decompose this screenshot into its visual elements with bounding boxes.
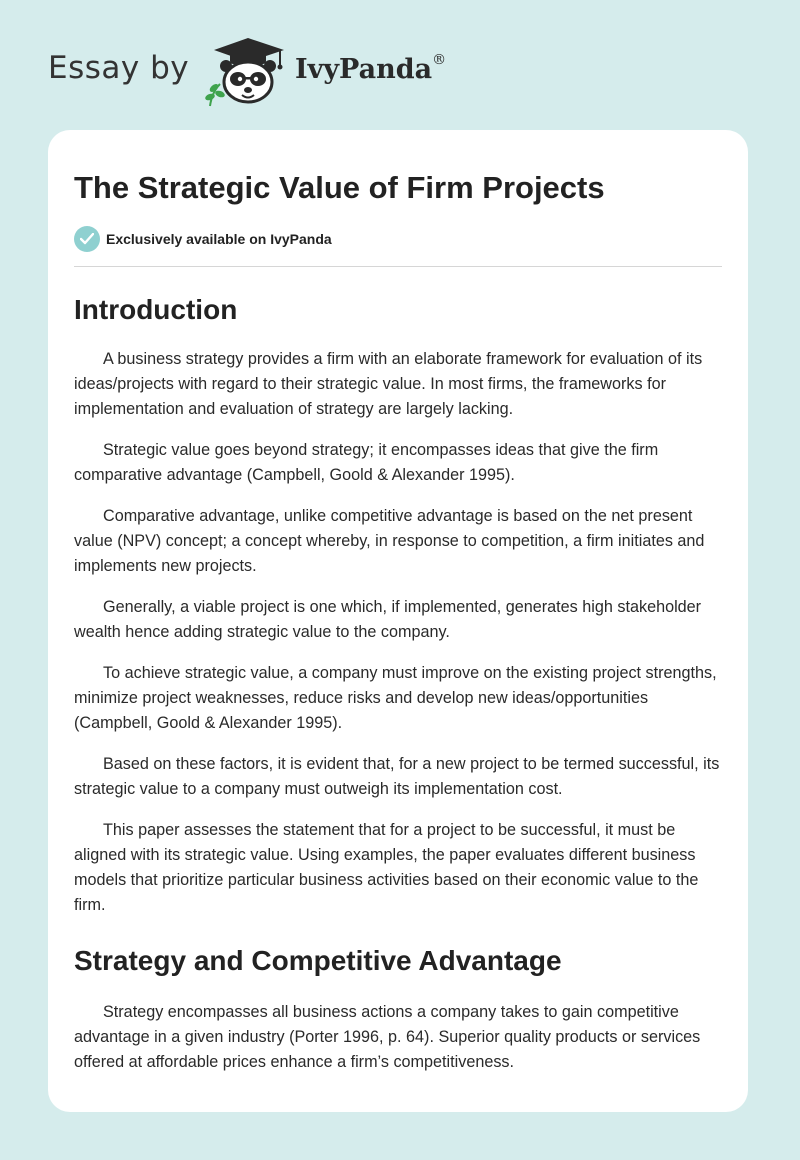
paragraph: A business strategy provides a firm with an elaborate framework for evaluation of its ideas/projects with regard to their strategic value. In most firms, the frameworks for implementation and evaluation of strategy are largely lacking.	[74, 350, 703, 418]
essay-by-label: Essay by	[48, 50, 190, 86]
paragraph: Based on these factors, it is evident that, for a new project to be termed successful, its strategic value to a company must outweigh its implementation cost.	[74, 755, 720, 798]
section-heading-strategy: Strategy and Competitive Advantage	[74, 945, 562, 976]
paragraph: Generally, a viable project is one which, if implemented, generates high stakeholder wealth hence adding strategic value to the company.	[74, 598, 702, 641]
paragraph: To achieve strategic value, a company must improve on the existing project strengths, minimize project weaknesses, reduce risks and develop new ideas/opportunities (Campbell, Goold & Alexander 1995).	[74, 664, 717, 732]
panda-graduate-logo-icon[interactable]	[200, 36, 292, 108]
section-heading-introduction: Introduction	[74, 294, 238, 325]
exclusive-badge-label: Exclusively available on IvyPanda	[106, 231, 332, 247]
site-header	[0, 0, 800, 130]
paragraph: Strategic value goes beyond strategy; it encompasses ideas that give the firm comparative advantage (Campbell, Goold & Alexander 1995).	[74, 441, 659, 484]
brand-text: IvyPanda	[295, 54, 433, 85]
registered-mark: ®	[432, 52, 447, 68]
paragraph: Comparative advantage, unlike competitive advantage is based on the net present value (NPV) concept; a concept whereby, in response to competition, a firm initiates and implements new projects.	[74, 507, 705, 575]
exclusive-badge	[74, 226, 722, 252]
check-circle-icon	[74, 226, 100, 252]
paragraph: Strategy encompasses all business actions a company takes to gain competitive advantage in a given industry (Porter 1996, p. 64). Superior quality products or services offered at affordable prices enhance a firm’s competitiveness.	[74, 1003, 701, 1071]
introduction-body	[74, 347, 722, 918]
strategy-body	[74, 1000, 722, 1075]
title-divider	[74, 266, 722, 267]
paragraph: This paper assesses the statement that for a project to be successful, it must be aligned with its strategic value. Using examples, the paper evaluates different business models that prioritize particular business activities based on their economic value to the firm.	[74, 821, 699, 914]
brand-name[interactable]	[295, 54, 446, 85]
essay-card	[48, 130, 748, 1112]
page-title: The Strategic Value of Firm Projects	[74, 170, 605, 205]
